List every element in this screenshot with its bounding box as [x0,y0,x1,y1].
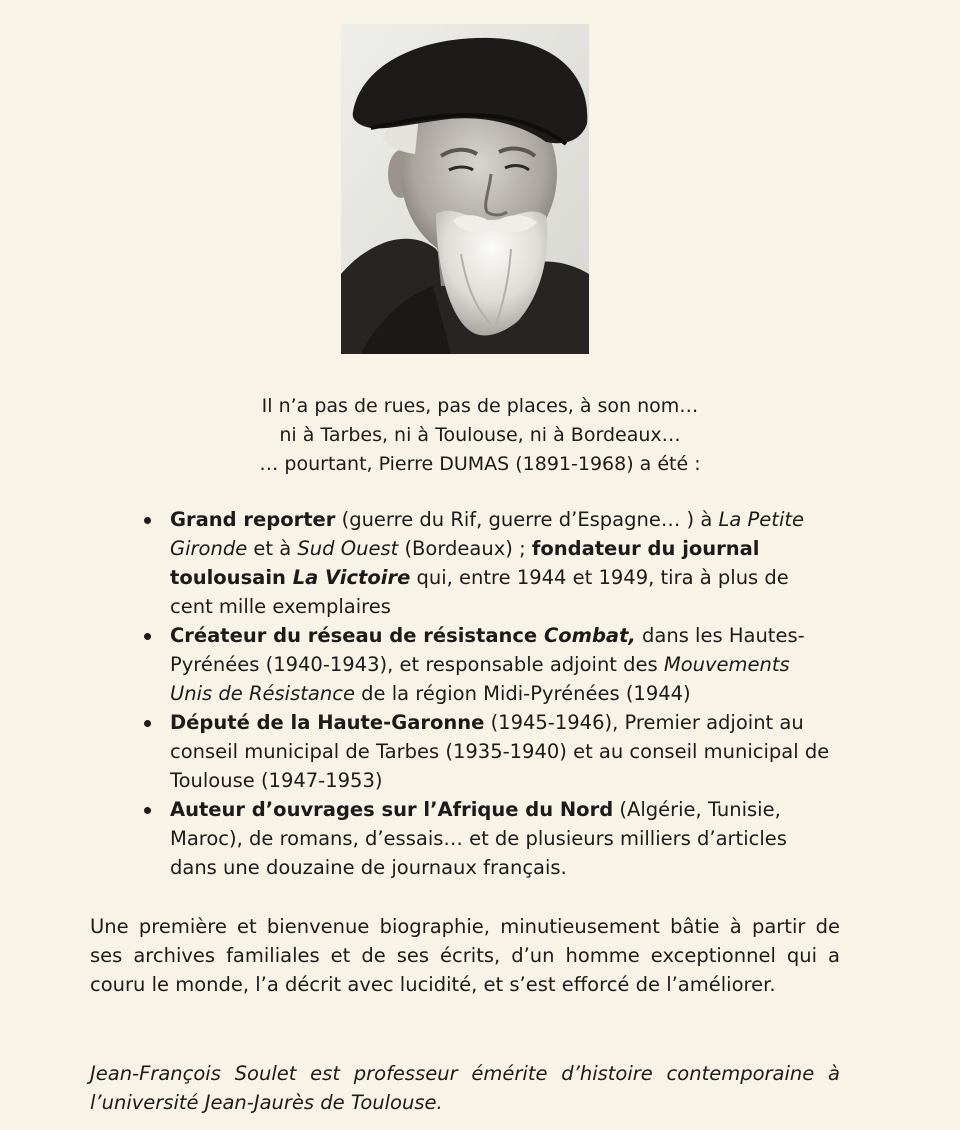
achievements-list [140,505,830,882]
achievement-item-deputy [140,708,830,795]
achievement-item-author [140,795,830,882]
achievement-item-resistance [140,621,830,708]
intro-line-2: ni à Tarbes, ni à Toulouse, ni à Bordeaux… [279,424,681,446]
italic-text: Sud Ouest [297,537,399,560]
author-note: Jean-François Soulet est professeur émérite d’histoire contemporaine à l’université Jean-Jaurès de Toulouse. [90,1062,840,1114]
text-span: qui, entre 1944 et 1949, tira à plus de cent mille exemplaires [170,566,789,618]
bold-text: Auteur d’ouvrages sur l’Afrique du Nord [170,798,614,821]
bullet-dot [144,517,151,524]
portrait-photo [341,24,589,354]
bold-italic-text: La Victoire [292,566,411,589]
text-span: de la région Midi-Pyrénées (1944) [354,682,691,705]
bold-italic-text: Combat, [543,624,636,647]
text-span: et à [247,537,298,560]
text-span: (guerre du Rif, guerre d’Espagne… ) à [335,508,719,531]
bold-text: Grand reporter [170,508,336,531]
bold-text: fondateur du journal toulousain [170,537,760,589]
intro-line-1: Il n’a pas de rues, pas de places, à son nom… [261,395,699,417]
bold-text: Député de la Haute-Garonne [170,711,485,734]
text-span: (Algérie, Tunisie, Maroc), de romans, d’essais… et de plusieurs milliers d’articles dans une douzaine de journaux français. [170,798,787,879]
text-span: dans les Hautes-Pyrénées (1940-1943), et responsable adjoint des [170,624,805,676]
italic-text: Mouvements Unis de Résistance [170,653,790,705]
text-span: (Bordeaux) ; [398,537,532,560]
bullet-dot [144,633,151,640]
intro-text [120,392,840,479]
achievement-item-reporter [140,505,830,621]
portrait-illustration [341,24,589,354]
bullet-dot [144,807,151,814]
intro-line-3: … pourtant, Pierre DUMAS (1891-1968) a été : [259,453,701,475]
bullet-dot [144,720,151,727]
text-span: (1945-1946), Premier adjoint au conseil municipal de Tarbes (1935-1940) et au conseil municipal de Toulouse (1947-1953) [170,711,830,792]
summary-paragraph: Une première et bienvenue biographie, minutieusement bâtie à partir de ses archives familiales et de ses écrits, d’un homme exceptionnel qui a couru le monde, l’a décrit avec lucidité, et s’est efforcé de l’améliorer. [90,915,840,996]
bold-text: Créateur du réseau de résistance [170,624,544,647]
italic-text: La Petite Gironde [170,508,805,560]
